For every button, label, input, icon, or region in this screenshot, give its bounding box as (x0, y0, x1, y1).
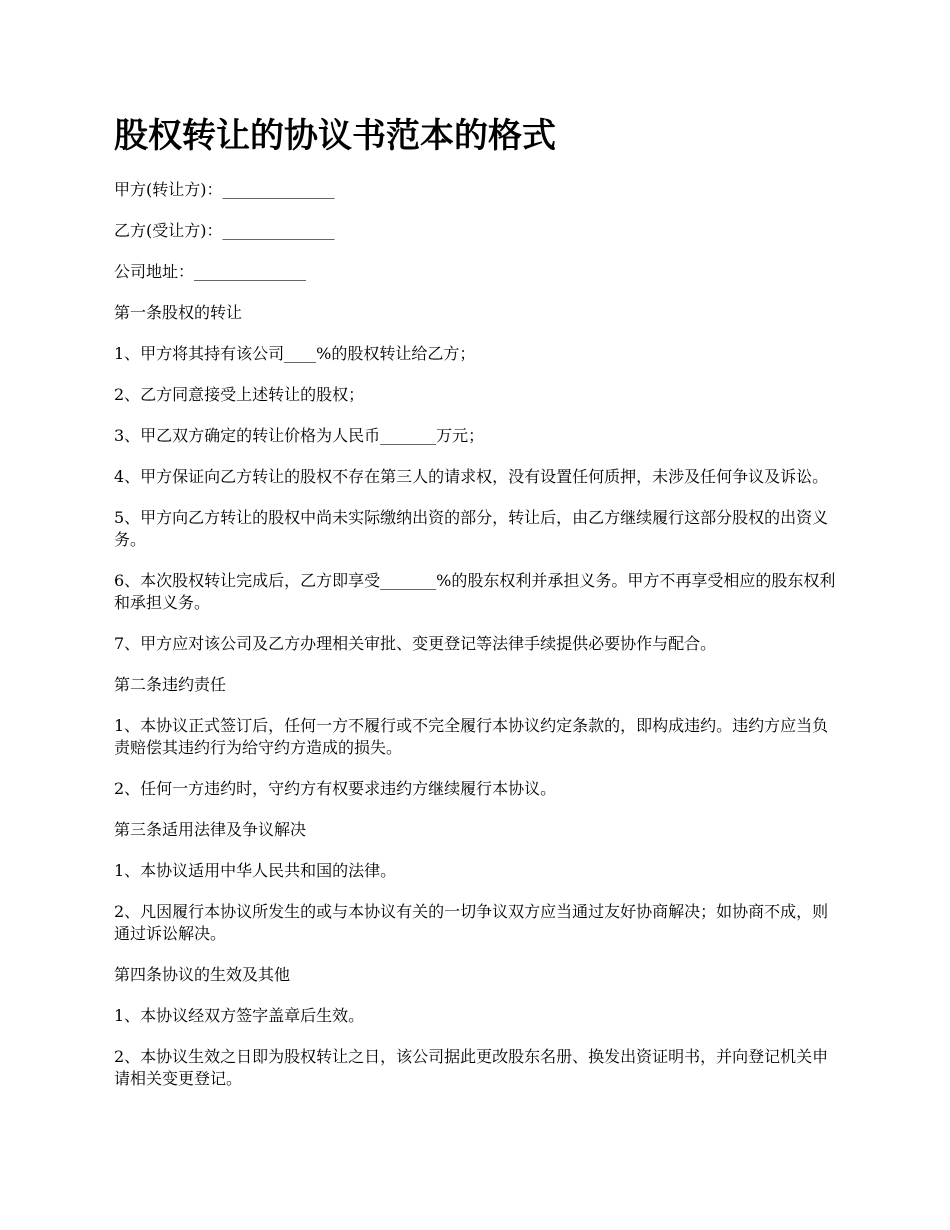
company-address-line: 公司地址：______________ (114, 262, 307, 281)
section-heading-3: 第三条适用法律及争议解决 (114, 820, 307, 839)
clause-4-2: 2、本协议生效之日即为股权转让之日，该公司据此更改股东名册、换发出资证明书，并向登记机关申请相关变更登记。 (114, 1047, 829, 1088)
clause-3-2: 2、凡因履行本协议所发生的或与本协议有关的一切争议双方应当通过友好协商解决；如协商不成，则通过诉讼解决。 (114, 902, 829, 943)
clause-2-1: 1、本协议正式签订后，任何一方不履行或不完全履行本协议约定条款的，即构成违约。违约方应当负责赔偿其违约行为给守约方造成的损失。 (114, 716, 829, 757)
document-page (114, 112, 836, 1109)
clause-1-5: 5、甲方向乙方转让的股权中尚未实际缴纳出资的部分，转让后，由乙方继续履行这部分股权的出资义务。 (114, 508, 829, 549)
clause-1-3: 3、甲乙双方确定的转让价格为人民币_______万元； (114, 426, 485, 445)
document-title: 股权转让的协议书范本的格式 (114, 116, 556, 156)
party-a-line: 甲方(转让方)：______________ (114, 180, 335, 199)
section-heading-4: 第四条协议的生效及其他 (114, 965, 291, 984)
clause-1-4: 4、甲方保证向乙方转让的股权不存在第三人的请求权，没有设置任何质押，未涉及任何争议及诉讼。 (114, 467, 829, 486)
clause-4-1: 1、本协议经双方签字盖章后生效。 (114, 1006, 365, 1025)
section-heading-1: 第一条股权的转让 (114, 303, 243, 322)
party-b-line: 乙方(受让方)：______________ (114, 221, 335, 240)
section-heading-2: 第二条违约责任 (114, 675, 227, 694)
clause-3-1: 1、本协议适用中华人民共和国的法律。 (114, 861, 397, 880)
clause-2-2: 2、任何一方违约时，守约方有权要求违约方继续履行本协议。 (114, 779, 557, 798)
clause-1-6: 6、本次股权转让完成后，乙方即享受_______%的股东权利并承担义务。甲方不再享受相应的股东权利和承担义务。 (114, 571, 836, 612)
clause-1-7: 7、甲方应对该公司及乙方办理相关审批、变更登记等法律手续提供必要协作与配合。 (114, 634, 717, 653)
clause-1-1: 1、甲方将其持有该公司____%的股权转让给乙方； (114, 344, 476, 363)
clause-1-2: 2、乙方同意接受上述转让的股权； (114, 385, 365, 404)
